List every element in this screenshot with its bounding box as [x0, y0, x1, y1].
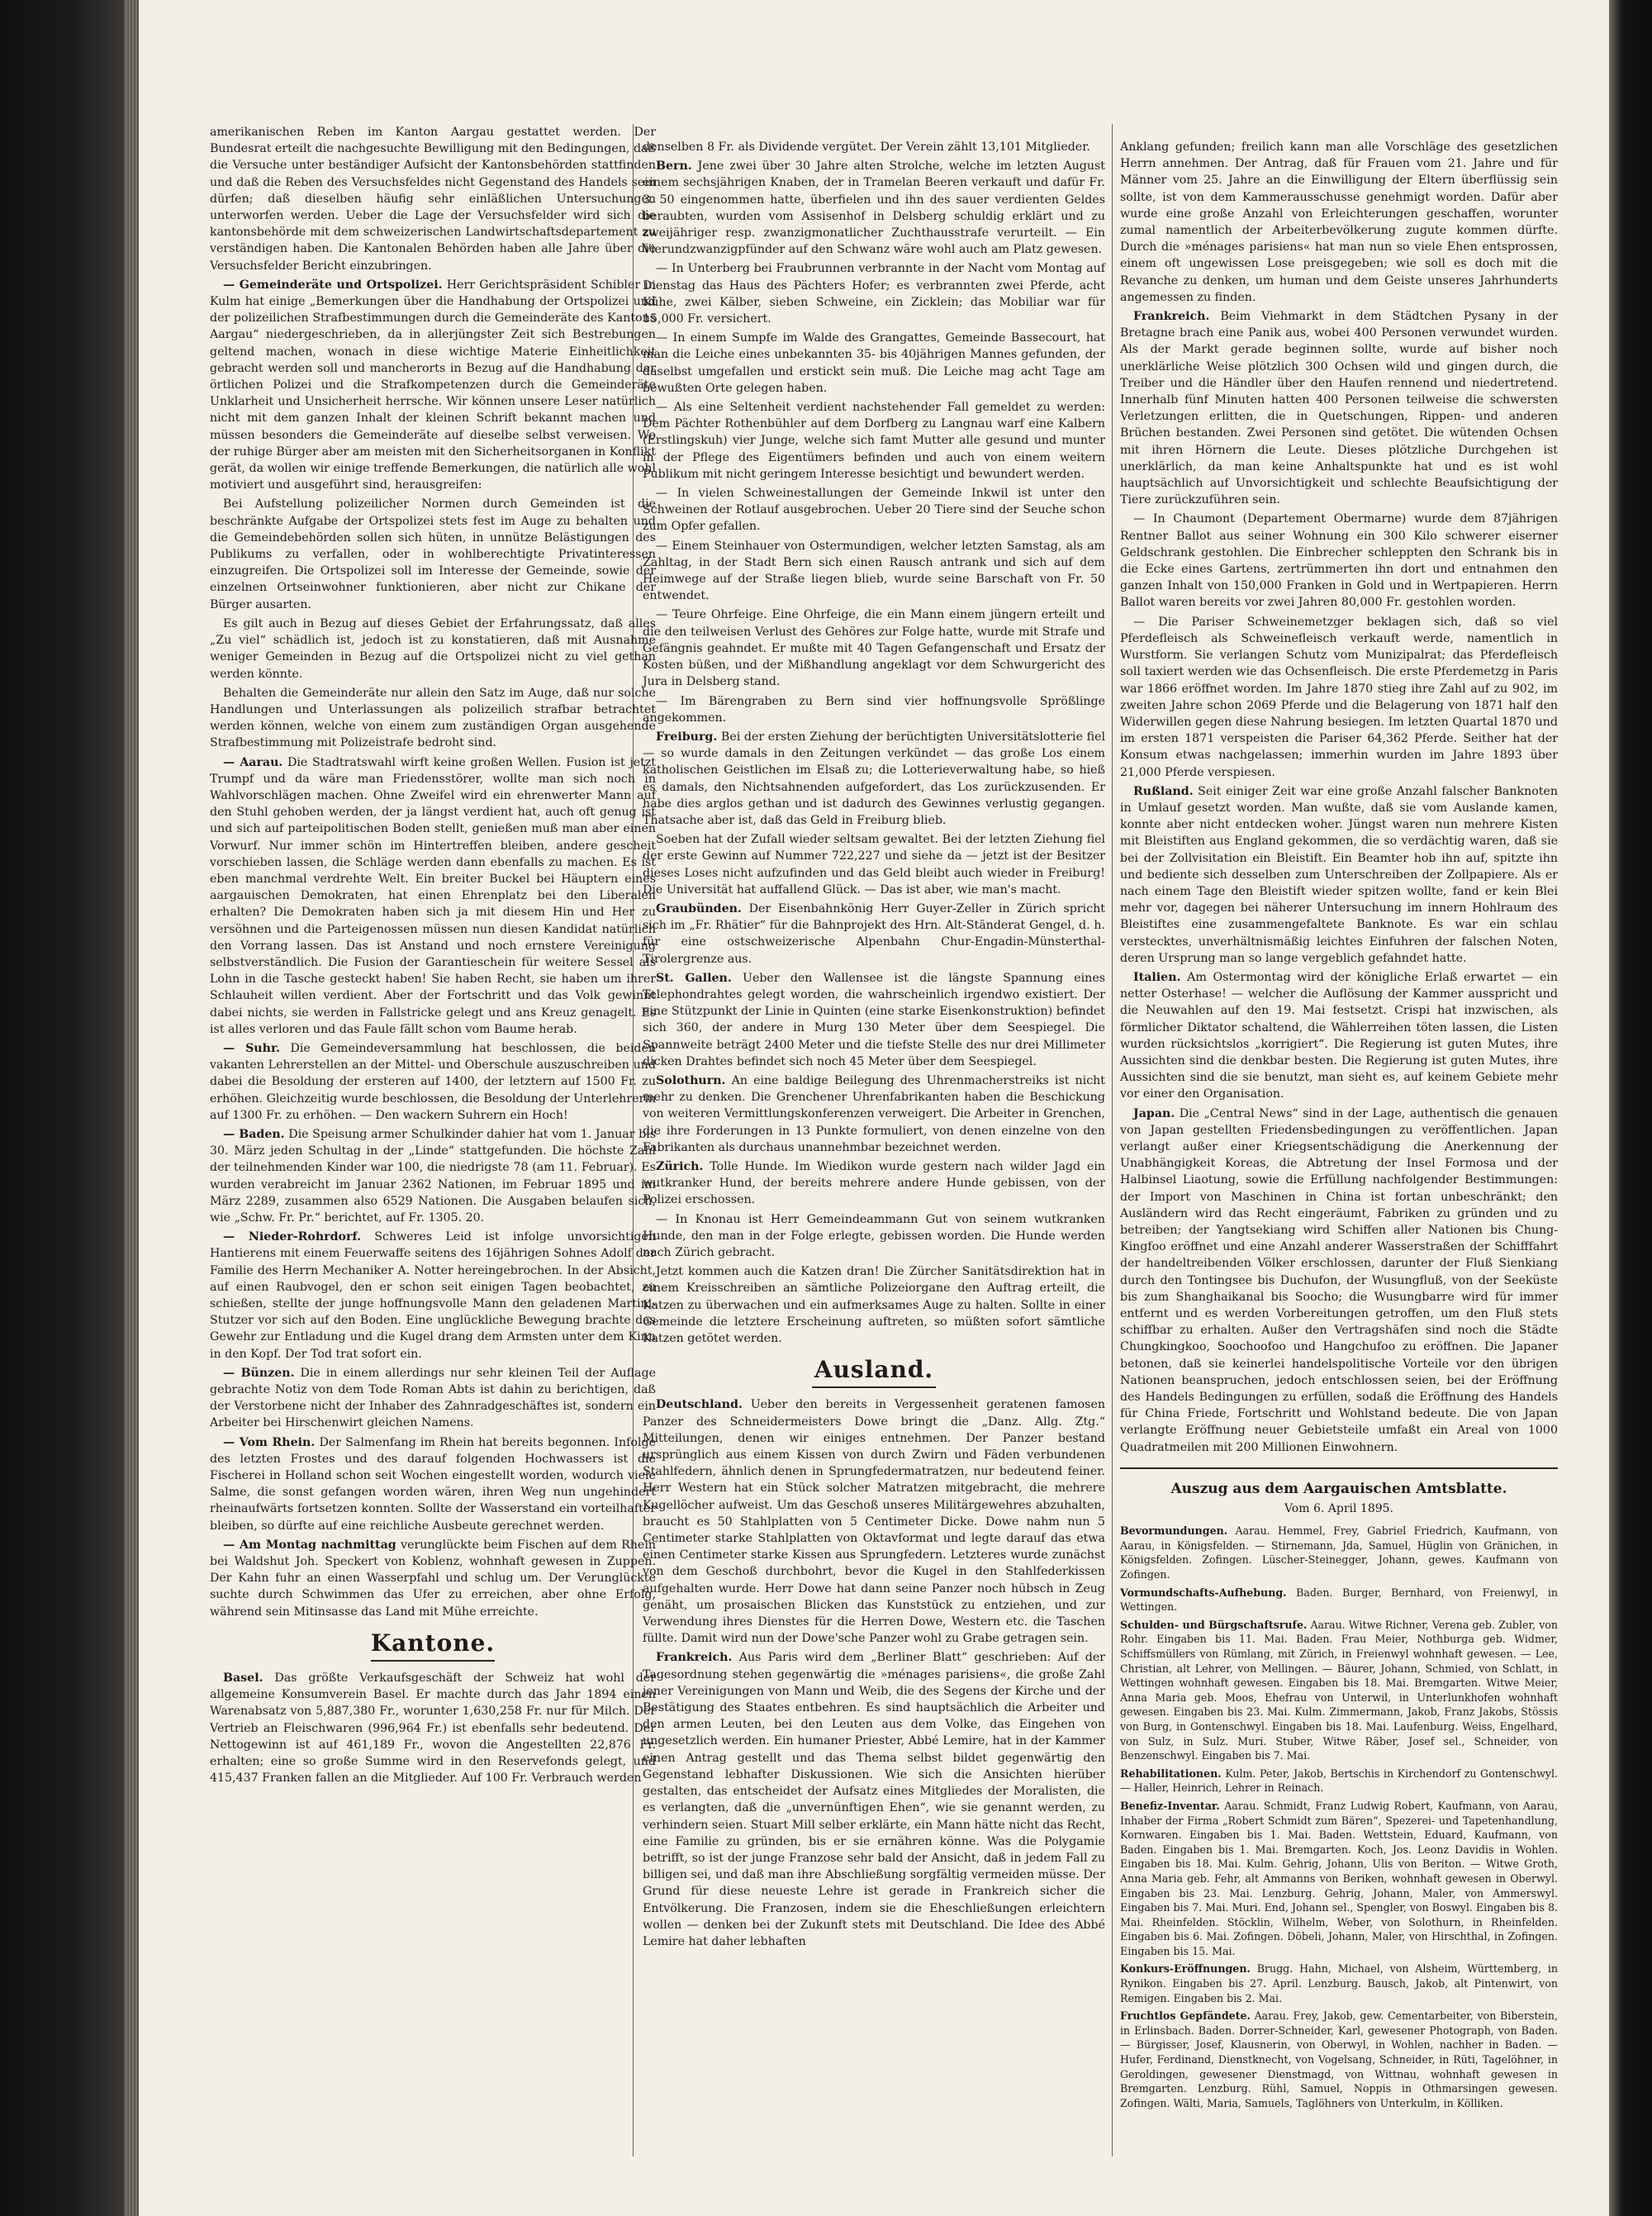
paragraph-text: Die in einem allerdings nur sehr kleinen Teil der Auflage gebrachte Notiz von dem Tode Roman Abts ist dahin zu berichtigen, daß der Verstorbene nicht der Inhaber des Zahnradgeschäftes ist, sondern ein Arbeiter bei Hirschenwirt gleichen Namens. — [210, 1366, 656, 1430]
news-paragraph — [643, 158, 1105, 258]
paragraph-lead: Benefiz-Inventar. — [1120, 1799, 1220, 1812]
paragraph-lead: Deutschland. — [656, 1398, 743, 1412]
paragraph-lead: Frankreich. — [1133, 310, 1210, 324]
paragraph-lead: Frankreich. — [656, 1651, 733, 1665]
paragraph-lead: Zürich. — [656, 1159, 704, 1173]
paragraph-text: Anklang gefunden; freilich kann man alle Vorschläge des gesetzlichen Herrn annehmen. Der Antrag, daß für Frauen vom 21. Jahre und für Männer vom 25. Jahre an die Einwilligung der Eltern überflüssig sein sollte, ist von dem Kammerausschusse genehmigt worden. Dafür aber wurde eine große Anzahl von Erleichterungen geschaffen, worunter zumal namentlich der Arbeiterbevölkerung zugute kommen dürfte. Durch die »ménages parisiens« hat man nun so viele Ehen entsprossen, einem oft ungewissen Lose preisgegeben; wie soll es doch mit die Revanche zu denken, um human und dem Geiste unseres Jahrhunderts angemessen zu finden. — [1120, 140, 1558, 304]
news-paragraph — [643, 831, 1105, 898]
news-paragraph — [210, 277, 656, 494]
news-paragraph — [1120, 1767, 1558, 1795]
paragraph-text: — Teure Ohrfeige. Eine Ohrfeige, die ein Mann einem jüngern erteilt und die den teilweisen Verlust des Gehöres zur Folge hatte, wurde mit Strafe und Gefängnis geahndet. Er mußte mit 40 Tagen Gefangenschaft und Ersatz der Kosten büßen, und der Mißhandlung angeklagt vor dem Schwurgericht des Jura in Delsberg stand. — [643, 608, 1105, 689]
paragraph-text: Seit einiger Zeit war eine große Anzahl falscher Banknoten in Umlauf gesetzt worden. Man wußte, daß sie vom Auslande kamen, konnte aber nicht entdecken woher. Jüngst waren nun mehrere Kisten mit Bleistiften aus England gekommen, die so verdächtig waren, daß sie bei der Zollvisitation ein Bleistift. Ein Beamter hob ihn auf, spitzte ihn und bediente sich desselben zum Unterschreiben der Zollpapiere. Als er nach einem Tage den Bleistift wieder spitzen wollte, fand er kein Blei mehr vor, dagegen bei näherer Untersuchung im innern Hohlraum des Bleistiftes eine zusammengefaltete Banknote. Es war ein schlau verstecktes, unverhältnismäßig leichtes Einfuhren der falschen Noten, deren Ursprung man so lange vergeblich gefahndet hatte. — [1120, 784, 1558, 965]
news-paragraph — [210, 1537, 656, 1620]
paragraph-text: denselben 8 Fr. als Dividende vergütet. Der Verein zählt 13,101 Mitglieder. — [643, 140, 1090, 154]
paragraph-text: verunglückte beim Fischen auf dem Rhein bei Waldshut Joh. Speckert von Koblenz, wohnhaft gewesen in Zuppen. Der Kahn fuhr an einen Wasserpfahl und schlug um. Der Verunglückte suchte durch Schwimmen das Ufer zu erreichen, aber ohne Erfolg, während sein Mitinsasse das Land mit Mühe erreichte. — [210, 1538, 657, 1619]
paragraph-text: — Im Bärengraben zu Bern sind vier hoffnungsvolle Sprößlinge angekommen. — [643, 694, 1105, 725]
paragraph-text: Jetzt kommen auch die Katzen dran! Die Zürcher Sanitätsdirektion hat in einem Kreisschreiben an sämtliche Polizeiorgane den Auftrag erteilt, die Katzen zu überwachen und ein aufmerksames Auge zu halten. Sollte in einer Gemeinde die letztere Erscheinung auftreten, so müßten sofort sämtliche Katzen getötet werden. — [643, 1265, 1105, 1346]
paragraph-lead: Italien. — [1133, 970, 1181, 984]
news-paragraph — [643, 330, 1105, 397]
news-paragraph — [643, 485, 1105, 535]
paragraph-text: Der Eisenbahnkönig Herr Guyer-Zeller in Zürich spricht sich im „Fr. Rhätier“ für die Bahnprojekt des Hrn. Alt-Ständerat Gengel, d. h. für eine ostschweizerische Alpenbahn Chur-Engadin-Münsterthal-Tirolergrenze aus. — [643, 901, 1105, 966]
paragraph-text: Jene zwei über 30 Jahre alten Strolche, welche im letzten August einem sechsjährigen Knaben, der in Tramelan Beeren verkauft und dafür Fr. 3. 50 eingenommen hatte, überfielen und ihn des sauer verdienten Geldes beraubten, wurden vom Assisenhof in Delsberg schuldig erklärt und zu zweijähriger resp. zwanzigmonatlicher Zuchthausstrafe verurteilt. — Ein Vierundzwanzigpfünder auf den Schwanz wäre wohl auch am Platz gewesen. — [643, 159, 1105, 257]
news-paragraph — [643, 1072, 1105, 1156]
paragraph-text: Bei Aufstellung polizeilicher Normen durch Gemeinden ist die beschränkte Aufgabe der Ortspolizei stets fest im Auge zu behalten und die Gemeindebehörden sollen sich hüten, in unnütze Belästigungen des Publikums zu verfallen, oder in wohlberechtigte Privatinteressen einzugreifen. Die Ortspolizei soll im Interesse der Gemeinde, sowie der einzelnen Ortseinwohner funktionieren, aber nicht zur Chikane der Bürger ausarten. — [210, 497, 656, 611]
news-paragraph — [1120, 511, 1558, 611]
paragraph-text: Kulm. Peter, Jakob, Bertschis in Kirchendorf zu Gontenschwyl. — Haller, Heinrich, Lehrer in Reinach. — [1120, 1767, 1558, 1795]
paragraph-text: Die Speisung armer Schulkinder dahier hat vom 1. Januar bis 30. März jeden Schultag in der „Linde“ stattgefunden. Die höchste Zahl der teilnehmenden Kinder war 100, die niedrigste 78 (am 11. Februar). Es wurden verabreicht im Januar 2362 Nationen, im Februar 1895 und im März 2289, zusammen also 6529 Nationen. Die Ausgaben belaufen sich, wie „Schw. Fr. Pr.“ berichtet, auf Fr. 1305. 20. — [210, 1127, 656, 1225]
news-paragraph — [1120, 969, 1558, 1103]
paragraph-text: — In Unterberg bei Fraubrunnen verbrannte in der Nacht vom Montag auf Dienstag das Haus des Pächters Hofer; es verbrannten zwei Pferde, acht Kühe, zwei Kälber, sieben Schweine, ein Zicklein; das Mobiliar war für 15,000 Fr. versichert. — [643, 262, 1105, 326]
paragraph-text: Tolle Hunde. Im Wiedikon wurde gestern nach wilder Jagd ein wutkranker Hund, der bereits mehrere andere Hunde gebissen, von der Polizei erschossen. — [643, 1159, 1105, 1207]
heading-rule — [812, 1386, 936, 1388]
news-paragraph — [1120, 783, 1558, 967]
paragraph-lead: Freiburg. — [656, 730, 718, 744]
paragraph-text: — In einem Sumpfe im Walde des Grangattes, Gemeinde Bassecourt, hat man die Leiche eines unbekannten 35- bis 40jährigen Mannes gefunden, der daselbst umgefallen und erstickt sein muß. Die Leiche mag acht Tage am bewußten Orte gelegen haben. — [643, 331, 1105, 395]
paragraph-text: Aarau. Witwe Richner, Verena geb. Zubler, von Rohr. Eingaben bis 11. Mai. Baden. Frau Meier, Nothburga geb. Widmer, Schiffsmüllers von Rümlang, mit Zürich, in Freienwyl wohnhaft gewesen. — Lee, Christian, alt Lehrer, von Mellingen. — Bäurer, Johann, Schmied, von Schlatt, in Wettingen wohnhaft gewesen. Eingaben bis 18. Mai. Bremgarten. Witwe Meier, Anna Maria geb. Moos, Ehefrau von Unterwil, in Unterlunkhofen wohnhaft gewesen. Eingaben bis 23. Mai. Kulm. Zimmermann, Jakob, Franz Jakobs, Stössis von Burg, in Gontenschwyl. Eingaben bis 18. Mai. Laufenburg. Weiss, Engelhard, von Sulz, in Sulz. Muri. Stuber, Witwe Räber, Josef sel., Schneider, von Benzenschwyl. Eingaben bis 7. Mai. — [1120, 1618, 1558, 1762]
paragraph-lead: Graubünden. — [656, 901, 742, 915]
paragraph-text: Behalten die Gemeinderäte nur allein den Satz im Auge, daß nur solche Handlungen und Unterlassungen als polizeilich strafbar betrachtet werden können, welche von einem zum zuständigen Organ ausgehende Strafbestimmung mit Polizeistrafe bedroht sind. — [210, 686, 656, 750]
scan-binding-shadow — [0, 0, 124, 2216]
news-paragraph — [643, 1263, 1105, 1347]
news-paragraph — [643, 970, 1105, 1070]
scan-right-edge — [1609, 0, 1652, 2216]
news-paragraph — [1120, 1799, 1558, 1959]
news-paragraph — [1120, 2009, 1558, 2110]
column-left — [210, 124, 656, 1790]
news-paragraph — [643, 606, 1105, 690]
news-paragraph — [210, 616, 656, 682]
news-paragraph — [643, 901, 1105, 968]
paragraph-text: Die Gemeindeversammlung hat beschlossen, die beiden vakanten Lehrerstellen an der Mittel- und Oberschule auszuschreiben und dabei die Besoldung der ersteren auf 1400, der letztern auf 1500 Fr. zu erhöhen. Gleichzeitig wurde beschlossen, die Besoldung der Unterlehrerin auf 1300 Fr. zu erhöhen. — Den wackern Suhrern ein Hoch! — [210, 1041, 656, 1122]
amtsblatt-heading: Auszug aus dem Aargauischen Amtsblatte. — [1170, 1480, 1507, 1497]
news-paragraph — [1120, 1106, 1558, 1456]
amtsblatt-date: Vom 6. April 1895. — [1284, 1502, 1394, 1516]
paragraph-text: Aarau. Hemmel, Frey, Gabriel Friedrich, Kaufmann, von Aarau, in Königsfelden. — Stirnemann, Jda, Samuel, Hüglin von Gränichen, in Königsfelden. Zofingen. Lüscher-Steinegger, Johann, gewes. Kaufmann von Zofingen. — [1120, 1524, 1558, 1581]
scan-page-edges — [124, 0, 139, 2216]
paragraph-text: Soeben hat der Zufall wieder seltsam gewaltet. Bei der letzten Ziehung fiel der erste Gewinn auf Nummer 722,227 und siehe da — jetzt ist der Besitzer dieses Loses nicht aufzufinden und das Geld bleibt auch wieder in Freiburg! Die Universität hat auffallend Glück. — Das ist aber, wie man's macht. — [643, 833, 1105, 896]
paragraph-lead: Vormundschafts-Aufhebung. — [1120, 1586, 1287, 1599]
paragraph-text: Es gilt auch in Bezug auf dieses Gebiet der Erfahrungssatz, daß alles „Zu viel“ schädlich ist, jedoch ist zu konstatieren, daß mit Ausnahme weniger Gemeinden in Bezug auf die Ortspolizei nicht zu viel gethan werden könnte. — [210, 616, 656, 681]
column-middle — [643, 139, 1105, 1952]
paragraph-lead: — Gemeinderäte und Ortspolizei. — [223, 278, 443, 292]
news-paragraph — [210, 1670, 656, 1786]
news-paragraph — [210, 1040, 656, 1124]
paragraph-text: — Als eine Seltenheit verdient nachstehender Fall gemeldet zu werden: Dem Pächter Rothenbühler auf dem Dorfberg zu Langnau warf eine Kalbern (Erstlingskuh) vier Junge, welche sich famt Mutter alle gesund und munter in der Pflege des Eigentümers befinden und auch von einem weitern Publikum mit nicht geringem Interesse besichtigt und bewundert werden. — [643, 401, 1105, 481]
paragraph-text: Ueber den bereits in Vergessenheit geratenen famosen Panzer des Schneidermeisters Dowe bringt die „Danz. Allg. Ztg.“ Mitteilungen, denen wir einiges entnehmen. Der Panzer bestand ursprünglich aus einem Kissen von durch Zwirn und Fäden verbundenen Stahlfedern, ähnlich denen in Sprungfedermatratzen, nur bedeutend feiner. Herr Western hat ein Stück solcher Matratzen mitgebracht, die mehrere Kugellöcher aufweist. Um das Geschoß unseres Militärgewehres abzuhalten, braucht es 50 Stahlplatten von 5 Centimeter Dicke. Dowe nahm nun 5 Centimeter starke Stahlplatten von Oktavformat und legte darauf das etwa einen Centimeter starke Kissen aus Sprungfedern. Letzteres wurde zunächst von dem Geschoß durchbohrt, bevor die Kugel in den Stahlfederkissen aufgehalten wurde. Herr Dowe hat dann seine Panzer noch hübsch in Zeug genäht, um prosaischen Blicken das Kunststück zu entziehen, und zur Verwendung ihres Dienstes für die Herren Dowe, Western etc. die Taschen füllte. Damit wird nun der Dowe'sche Panzer wohl zu Grabe getragen sein. — [643, 1398, 1105, 1646]
paragraph-lead: Bevormundungen. — [1120, 1524, 1228, 1538]
paragraph-text: — In vielen Schweinestallungen der Gemeinde Inkwil ist unter den Schweinen der Rotlauf ausgebrochen. Ueber 20 Tiere sind der Seuche schon zum Opfer gefallen. — [643, 487, 1105, 534]
news-paragraph — [1120, 139, 1558, 306]
paragraph-lead: — Suhr. — [223, 1041, 281, 1055]
amtsblatt-notices — [1120, 1524, 1558, 2110]
paragraph-lead: — Am Montag nachmittag — [223, 1538, 396, 1552]
paragraph-lead: — Aarau. — [223, 755, 283, 769]
section-heading: Ausland. — [814, 1356, 934, 1384]
paragraph-text: Brugg. Hahn, Michael, von Alsheim, Württemberg, in Rynikon. Eingaben bis 27. April. Lenzburg. Bausch, Jakob, alt Pintenwirt, von Remigen. Eingaben bis 2. Mai. — [1120, 1962, 1558, 2004]
paragraph-lead: Basel. — [223, 1672, 263, 1686]
news-paragraph — [210, 685, 656, 752]
paragraph-text: An eine baldige Beilegung des Uhrenmacherstreiks ist nicht mehr zu denken. Die Grenchener Uhrenfabrikanten haben die Beschickung von weiteren Vermittlungskonferenzen verweigert. Die Arbeiter in Grenchen, die ihre Forderungen in 13 Punkte formuliert, von denen einzelne von den Fabrikanten als durchaus unannehmbar bezeichnet werden. — [643, 1073, 1105, 1154]
news-paragraph — [210, 1126, 656, 1226]
news-paragraph — [210, 1365, 656, 1432]
paragraph-lead: Japan. — [1133, 1106, 1175, 1120]
paragraph-text: Die „Central News“ sind in der Lage, authentisch die genauen von Japan gestellten Friedensbedingungen zu veröffentlichen. Japan verlangt außer einer Kriegsentschädigung die Anerkennung der Unabhängigkeit Koreas, die Abtretung der Insel Formosa und der Halbinsel Liaotung, sowie die Erfüllung nachfolgender Bestimmungen: der Import von Maschinen in China ist fortan unbeschränkt; den Ausländern wird das Recht eingeräumt, Fabriken zu gründen und zu betreiben; der Yangtsekiang wird Schiffen aller Nationen bis Chung-Kingfoo eröffnet und eine Anzahl anderer Wasserstraßen der Schifffahrt der handeltreibenden Völker erschlossen, darunter der Fluß Sienkiang durch den Tontingsee bis Duchufon, der Wusungfluß, von der Seeküste bis zum Shanghaikanal bis Soocho; die Wusungbarre wird für immer entfernt und es werden Vorbereitungen getroffen, um den Fluß stets schiffbar zu erhalten. Außer den Vertragshäfen sind noch die Städte Chungkingkoo, Soochoofoo und Hangchufoo zu eröffnen. Die Japaner betonen, daß sie keinerlei handelspolitische Vorteile vor den übrigen Nationen beanspruchen, jedoch entschlossen seien, bei der Eröffnung des Handels Bedingungen zu erfüllen, sodaß die Eröffnung des Handels für China Friede, Fortschritt und Wohlstand bedeute. Die von Japan verlangte Eröffnung neuer Gebietsteile umfaßt ein Areal von 1000 Quadratmeilen mit 200 Millionen Einwohnern. — [1120, 1106, 1558, 1454]
paragraph-lead: — Nieder-Rohrdorf. — [223, 1230, 362, 1244]
news-paragraph — [1120, 1524, 1558, 1581]
news-paragraph — [643, 729, 1105, 829]
paragraph-text: Aarau. Schmidt, Franz Ludwig Robert, Kaufmann, von Aarau, Inhaber der Firma „Robert Schmidt zum Bären“, Spezerei- und Tapetenhandlung, Kornwaren. Eingaben bis 1. Mai. Baden. Wettstein, Eduard, Kaufmann, von Baden. Eingaben bis 1. Mai. Bremgarten. Koch, Jos. Leonz Davidis in Wohlen. Eingaben bis 18. Mai. Kulm. Gehrig, Johann, Ulis von Beriton. — Witwe Groth, Anna Maria geb. Fehr, alt Ammanns von Beriken, wohnhaft gewesen in Oberwyl. Eingaben bis 23. Mai. Lenzburg. Gehrig, Johann, Maler, von Ammerswyl. Eingaben bis 7. Mai. Muri. End, Johann sel., Spengler, von Boswyl. Eingaben bis 8. Mai. Rheinfelden. Stöcklin, Wilhelm, Weber, von Solothurn, in Rheinfelden. Eingaben bis 6. Mai. Zofingen. Döbeli, Johann, Maler, von Hirschthal, in Zofingen. Eingaben bis 15. Mai. — [1120, 1799, 1558, 1957]
paragraph-text: Das größte Verkaufsgeschäft der Schweiz hat wohl der allgemeine Konsumverein Basel. Er machte durch das Jahr 1894 einen Warenabsatz von 5,887,380 Fr., worunter 1,630,258 Fr. nur für Milch. Der Vertrieb an Fleischwaren (996,964 Fr.) ist ebenfalls sehr bedeutend. Der Nettogewinn ist auf 461,189 Fr., wovon die Angestellten 22,876 Fr. erhalten; eine so große Summe wird in den Reservefonds gelegt, und 415,437 Franken fallen an die Mitglieder. Auf 100 Fr. Verbrauch werden — [210, 1672, 656, 1786]
news-paragraph — [643, 139, 1105, 155]
paragraph-lead: — Vom Rhein. — [223, 1435, 316, 1449]
paragraph-lead: Rußland. — [1133, 784, 1194, 798]
paragraph-lead: — Baden. — [223, 1127, 285, 1141]
paragraph-lead: Solothurn. — [656, 1073, 726, 1087]
news-paragraph — [1120, 1586, 1558, 1614]
paragraph-text: — In Chaumont (Departement Obermarne) wurde dem 87jährigen Rentner Ballot aus seiner Wohnung ein 300 Kilo schwerer eiserner Geldschrank gestohlen. Die Einbrecher schleppten den Schrank bis in die Ecke eines Gartens, zertrümmerten ihn dort und entnahmen den ganzen Inhalt von 150,000 Franken in Gold und in Wertpapieren. Herrn Ballot waren bereits vor zwei Jahren 80,000 Fr. gestohlen worden. — [1120, 512, 1558, 610]
paragraph-text: — Einem Steinhauer von Ostermundigen, welcher letzten Samstag, als am Zahltag, in der Stadt Bern sich einen Rausch antrank und sich auf dem Heimwege auf der Straße liegen blieb, wurde seine Barschaft von Fr. 50 entwendet. — [643, 539, 1105, 603]
paragraph-text: Die Stadtratswahl wirft keine großen Wellen. Fusion ist jetzt Trumpf und da wäre man Friedensstörer, wollte man sich noch in Wahlvorschlägen machen. Ohne Zweifel wird ein ehrenwerter Mann auf den Stuhl gehoben werden, der ja längst verdient hat, auch oft genug ist und sich auf parteipolitischen Boden stellt, genießen muß man aber einen Vorwurf. Nur immer schön im Hintertreffen bleiben, andere gescheit vorschieben lassen, die Schläge werden dann ebenfalls zu machen. Es ist eben manchmal verdrehte Welt. Ein breiter Buckel bei Häuptern eines aargauischen Demokraten, hat einen Ehrenplatz bei den Liberalen erhalten? Die Demokraten haben sich ja mit diesem Hin und Her zu versöhnen und die Parteigenossen müssen nun diesen Kandidat natürlich den Vorrang lassen. Das ist Anstand und noch ernstere Vereinigung selbstverständlich. Die Fusion der Garantieschein für weitere Sessel als Lohn in die Tasche gesteckt haben! Sie haben Recht, sie haben um ihrer Schlauheit willen verdient. Aber der Fortschritt und das Volk gewinnt dabei nichts, sie werden in Fallstricke gelegt und ans Kreuz genagelt. Es ist alles verloren und das Faule fällt schon vom Baume herab. — [210, 755, 656, 1036]
paragraph-text: Beim Viehmarkt in dem Städtchen Pysany in der Bretagne brach eine Panik aus, wobei 400 Personen verwundet wurden. Als der Markt gerade beginnen sollte, wurde auf bisher noch unerklärliche Weise plötzlich 300 Ochsen wild und gingen durch, die Treiber und die Händler über den Haufen rennend und niedertretend. Innerhalb fünf Minuten hatten 400 Personen teilweise die schwersten Verletzungen erlitten, die in Quetschungen, Rippen- und anderen Brüchen bestanden. Zwei Personen sind getötet. Die wütenden Ochsen mit ihren Hörnern die Leute. Dieses plötzliche Durchgehen ist unerklärlich, da man keine Anhaltspunkte hat und es ist wohl hauptsächlich auf Unvorsichtigkeit und schlechte Beaufsichtigung der Tiere zurückzuführen sein. — [1120, 310, 1558, 507]
news-paragraph — [643, 693, 1105, 726]
paragraph-text: Baden. Burger, Bernhard, von Freienwyl, in Wettingen. — [1120, 1586, 1558, 1614]
paragraph-lead: Fruchtlos Gepfändete. — [1120, 2009, 1251, 2023]
news-paragraph — [210, 1229, 656, 1362]
newspaper-page — [139, 0, 1609, 2216]
news-paragraph — [643, 399, 1105, 483]
heading-rule — [371, 1660, 495, 1662]
news-paragraph — [1120, 308, 1558, 508]
paragraph-lead: St. Gallen. — [656, 971, 732, 985]
news-paragraph — [643, 538, 1105, 605]
paragraph-text: Der Salmenfang im Rhein hat bereits begonnen. Infolge des letzten Frostes und des darauf folgenden Hochwassers ist die Fischerei in Holland schon seit Wochen eingestellt worden, wodurch viele Salme, die sonst gefangen worden wären, ihren Weg nun ungehindert rheinaufwärts fortsetzen konnten. Sollte der Wasserstand ein vorteilhafter bleiben, so dürfte auf eine reichliche Ausbeute gerechnet werden. — [210, 1435, 656, 1533]
news-paragraph — [643, 1211, 1105, 1262]
news-paragraph — [643, 1396, 1105, 1647]
paragraph-text: Aus Paris wird dem „Berliner Blatt“ geschrieben: Auf der Tagesordnung stehen gegenwärtig die »ménages parisiens«, die große Zahl jener Vereinigungen von Mann und Weib, die des Segens der Kirche und der Bestätigung des Staates entbehren. Es sind hauptsächlich die Arbeiter und den armen Leuten, bei den Leuten aus dem Volke, das Eingehen von ungesetzlich werden. Ein humaner Priester, Abbé Lemire, hat in der Kammer einen Antrag gestellt und das Thema selbst bildet gegenwärtig den Gegenstand lebhafter Diskussionen. Wie sich die Ansichten hierüber gestalten, das entscheidet der Aufsatz eines Mitgliedes der Moralisten, die es verlangten, daß die „unvernünftigen Ehen“, wie sie genannt werden, zu verhindern seien. Stuart Mill selber erklärte, ein Mann hätte nicht das Recht, eine Familie zu gründen, bis er sie ernähren könne. Was die Polygamie betrifft, so ist der junge Franzose sehr bald der Ansicht, daß in jedem Fall zu billigen sei, und daß man ihre Abschließung sorgfältig vermeiden müsse. Der Grund für diese neueste Lehre ist gerade in Frankreich sicher die Entvölkerung. Die Franzosen, indem sie die Eheschließungen erleichtern wollen — denken bei der Zukunft stets mit Deutschland. Die Idee des Abbé Lemire hat daher lebhaften — [643, 1651, 1105, 1948]
news-paragraph — [210, 496, 656, 612]
news-paragraph — [210, 124, 656, 274]
paragraph-lead: Konkurs-Eröffnungen. — [1120, 1962, 1251, 1976]
paragraph-text: Schweres Leid ist infolge unvorsichtigen Hantierens mit einem Feuerwaffe seitens des 16jährigen Sohnes Adolf der Familie des Herrn Mechaniker A. Notter hereingebrochen. In der Absicht, auf einen Raubvogel, den er schon seit einigen Tagen beobachtet, zu schießen, stellte der junge hoffnungsvolle Mann den geladenen Martini-Stutzer vor sich auf den Boden. Eine unglückliche Bewegung brachte das Gewehr zur Entladung und die Kugel drang dem Armsten unter dem Kinn in den Kopf. Der Tod trat sofort ein. — [210, 1230, 656, 1361]
paragraph-lead: Bern. — [656, 159, 692, 174]
news-paragraph — [1120, 1618, 1558, 1763]
paragraph-text: — Die Pariser Schweinemetzger beklagen sich, daß so viel Pferdefleisch als Schweinefleisch verkauft werde, namentlich in Wurstform. Sie verlangen Schutz vom Munizipalrat; das Pferdefleisch soll taxiert werden wie das Ochsenfleisch. Die erste Pferdemetzg in Paris war 1866 eröffnet worden. Im Jahre 1870 stieg ihre Zahl auf zu 902, im zweiten Jahre schon 2069 Pferde und die Belagerung von 1871 half den Widerwillen gegen diese Nahrung besiegen. Im letzten Quartal 1870 und im ersten 1871 verspeisten die Pariser 64,362 Pferde. Seither hat der Konsum etwas nachgelassen; immerhin wurden im Jahre 1893 über 21,000 Pferde verspiesen. — [1120, 615, 1558, 779]
news-paragraph — [210, 1434, 656, 1534]
paragraph-text: — In Knonau ist Herr Gemeindeammann Gut von seinem wutkranken Hunde, den man in der Folge erlegte, gebissen worden. Die Hunde werden nach Zürich gebracht. — [643, 1212, 1105, 1259]
paragraph-lead: — Bünzen. — [223, 1366, 295, 1380]
paragraph-lead: Schulden- und Bürgschaftsrufe. — [1120, 1618, 1308, 1631]
column-right — [1120, 139, 1558, 2114]
paragraph-lead: Rehabilitationen. — [1120, 1767, 1222, 1780]
news-paragraph — [643, 1649, 1105, 1950]
section-rule — [1120, 1467, 1558, 1469]
news-paragraph — [1120, 614, 1558, 781]
paragraph-text: amerikanischen Reben im Kanton Aargau gestattet werden. Der Bundesrat erteilt die nachgesuchte Bewilligung mit den Bedingungen, daß die Versuche unter beständiger Aufsicht der Kantonsbehörden stattfinden und daß die Reben des Versuchsfeldes nicht Gegenstand des Handels sein dürfen; daß dieselben häufig sehr einläßlichen Untersuchungen unterworfen werden. Ueber die Lage der Versuchsfelder wird sich die kantonsbehörde mit dem schweizerischen Landwirtschaftsdepartement zu verständigen haben. Die Kantonalen Behörden haben alle Jahre über die Versuchsfelder Bericht einzubringen. — [210, 126, 656, 273]
column-rule — [1112, 124, 1113, 2157]
news-paragraph — [1120, 1962, 1558, 2005]
news-paragraph — [643, 260, 1105, 327]
news-paragraph — [210, 754, 656, 1038]
paragraph-text: Herr Gerichtspräsident Schibler in Kulm hat einige „Bemerkungen über die Handhabung der Ortspolizei und der polizeilichen Strafbestimmungen durch die Gemeinderäte des Kantons Aargau“ niedergeschrieben, da in allerjüngster Zeit sich Bestrebungen geltend machen, wonach in diese wichtige Materie Einheitlichkeit gebracht werden soll und mancherorts in Bezug auf die Handhabung der örtlichen Polizei und die Strafkompetenzen durch die Gemeinderäte Unklarheit und Unsicherheit herrsche. Wir können unsere Leser natürlich nicht mit dem ganzen Inhalt der kleinen Schrift bekannt machen und müssen besonders die Gemeinderäte auf dieselbe selbst verweisen. Wo der ruhige Bürger aber am meisten mit den Sicherheitsorganen in Konflikt gerät, da wollen wir einige treffende Bemerkungen, die natürlich alle wohl motiviert und ausgeführt sind, herausgreifen: — [210, 278, 656, 492]
paragraph-text: Bei der ersten Ziehung der berüchtigten Universitätslotterie fiel — so wurde damals in den Zeitungen verkündet — das große Los einem katholischen Geistlichen im Elsaß zu; die Lotterieverwaltung habe, so hieß es damals, den Nichtsahnenden aufgefordert, das Los zurückzusenden. Er habe dies arglos gethan und ist dadurch des Gewinnes verlustig gegangen. Thatsache aber ist, daß das Geld in Freiburg blieb. — [643, 730, 1105, 827]
paragraph-text: Am Ostermontag wird der königliche Erlaß erwartet — ein netter Osterhase! — welcher die Auflösung der Kammer ausspricht und die Neuwahlen auf den 19. Mai festsetzt. Crispi hat inzwischen, als förmlicher Diktator schaltend, die Wählerreihen töten lassen, die Listen wurden rücksichtslos „korrigiert“. Die Regierung ist guten Mutes, ihre Aussichten sind die denkbar besten. Die Regierung ist guten Mutes, ihre Aussichten sind die sie benutzt, man sieht es, auf keinem Gebiete mehr vor einer den Organisation. — [1120, 970, 1558, 1101]
paragraph-text: Ueber den Wallensee ist die längste Spannung eines Telephondrahtes gelegt worden, die wahrscheinlich irgendwo existiert. Der eine Stützpunkt der Linie in Quinten (eine starke Eisenkonstruktion) befindet sich 360, der andere in Murg 130 Meter über dem Seespiegel. Die Spannweite beträgt 2400 Meter und die tiefste Stelle des nur drei Millimeter dicken Drahtes befindet sich noch 45 Meter über dem Seespiegel. — [643, 971, 1105, 1068]
paragraph-text: Aarau. Frey, Jakob, gew. Cementarbeiter, von Biberstein, in Erlinsbach. Baden. Dorrer-Schneider, Karl, gewesener Photograph, von Baden. — Bürgisser, Josef, Klausnerin, von Oberwyl, in Wohlen, nachher in Baden. — Hufer, Ferdinand, Dienstknecht, von Vogelsang, Schneider, in Rüti, Tagelöhner, in Geroldingen, gewesener Dienstmagd, von Wittnau, wohnhaft gewesen in Bremgarten. Lenzburg. Rühl, Samuel, Noppis in Othmarsingen gewesen. Zofingen. Wälti, Maria, Samuels, Taglöhners von Unterkulm, in Kölliken. — [1120, 2009, 1558, 2109]
section-heading: Kantone. — [370, 1629, 496, 1657]
news-paragraph — [643, 1158, 1105, 1209]
